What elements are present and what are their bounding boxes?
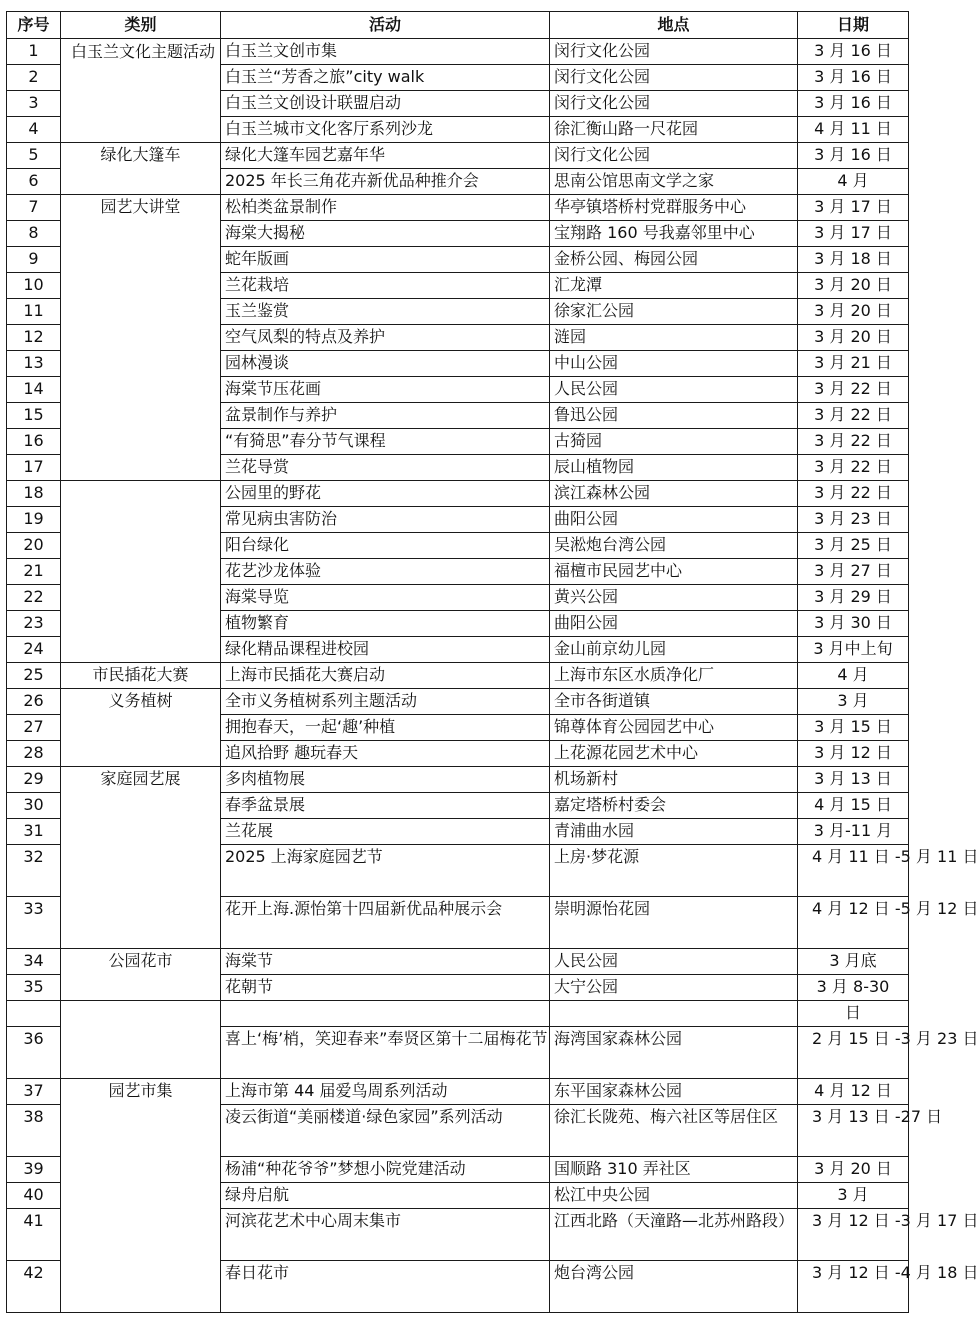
location-cell: 福檀市民园艺中心 (550, 559, 798, 585)
activity-cell: 拥抱春天，一起‘趣’种植 (221, 715, 550, 741)
date-cell: 3 月 20 日 (798, 299, 909, 325)
date-cell: 3 月 16 日 (798, 65, 909, 91)
activity-cell: 蛇年版画 (221, 247, 550, 273)
date-cell: 3 月 13 日 -27 日 (798, 1105, 909, 1157)
row-number: 2 (7, 65, 61, 91)
activity-cell: 绿化精品课程进校园 (221, 637, 550, 663)
activity-cell: 绿化大篷车园艺嘉年华 (221, 143, 550, 169)
location-cell: 金桥公园、梅园公园 (550, 247, 798, 273)
row-number: 33 (7, 897, 61, 949)
activity-cell: “有猗思”春分节气课程 (221, 429, 550, 455)
date-cell: 3 月 20 日 (798, 325, 909, 351)
row-number: 31 (7, 819, 61, 845)
location-cell (550, 1001, 798, 1027)
location-cell: 宝翔路 160 号我嘉邻里中心 (550, 221, 798, 247)
location-cell: 涟园 (550, 325, 798, 351)
category-cell: 园艺市集 (61, 1079, 221, 1313)
row-number: 24 (7, 637, 61, 663)
activity-cell: 白玉兰文创设计联盟启动 (221, 91, 550, 117)
date-cell: 3 月 (798, 689, 909, 715)
activity-cell: 海棠大揭秘 (221, 221, 550, 247)
date-cell: 3 月 20 日 (798, 1157, 909, 1183)
date-cell: 3 月 18 日 (798, 247, 909, 273)
date-cell: 4 月 12 日 (798, 1079, 909, 1105)
row-number: 42 (7, 1261, 61, 1313)
location-cell: 闵行文化公园 (550, 91, 798, 117)
location-cell: 黄兴公园 (550, 585, 798, 611)
location-cell: 闵行文化公园 (550, 39, 798, 65)
date-cell: 3 月 17 日 (798, 195, 909, 221)
header-category: 类别 (61, 12, 221, 39)
activity-cell: 玉兰鉴赏 (221, 299, 550, 325)
row-number: 12 (7, 325, 61, 351)
location-cell: 人民公园 (550, 377, 798, 403)
date-cell: 3 月中上旬 (798, 637, 909, 663)
date-cell: 4 月 (798, 169, 909, 195)
category-cell-empty (61, 481, 221, 663)
date-cell: 3 月 27 日 (798, 559, 909, 585)
date-cell: 3 月 16 日 (798, 39, 909, 65)
location-cell: 东平国家森林公园 (550, 1079, 798, 1105)
activity-cell: 绿舟启航 (221, 1183, 550, 1209)
row-number: 41 (7, 1209, 61, 1261)
date-cell: 3 月 17 日 (798, 221, 909, 247)
row-number: 1 (7, 39, 61, 65)
activity-cell: 海棠节 (221, 949, 550, 975)
location-cell: 嘉定塔桥村委会 (550, 793, 798, 819)
date-cell: 日 (798, 1001, 909, 1027)
activity-cell: 海棠节压花画 (221, 377, 550, 403)
location-cell: 国顺路 310 弄社区 (550, 1157, 798, 1183)
date-cell: 3 月 12 日 -4 月 18 日 (798, 1261, 909, 1313)
location-cell: 上房·梦花源 (550, 845, 798, 897)
date-cell: 4 月 12 日 -5 月 12 日 (798, 897, 909, 949)
row-number: 32 (7, 845, 61, 897)
activity-cell: 花艺沙龙体验 (221, 559, 550, 585)
location-cell: 崇明源怡花园 (550, 897, 798, 949)
row-number: 29 (7, 767, 61, 793)
activity-cell: 2025 年长三角花卉新优品种推介会 (221, 169, 550, 195)
row-number: 7 (7, 195, 61, 221)
category-cell: 公园花市 (61, 949, 221, 1001)
location-cell: 大宁公园 (550, 975, 798, 1001)
location-cell: 徐汇长陇苑、梅六社区等居住区 (550, 1105, 798, 1157)
table-row (7, 767, 909, 793)
location-cell: 青浦曲水园 (550, 819, 798, 845)
header-activity: 活动 (221, 12, 550, 39)
location-cell: 金山前京幼儿园 (550, 637, 798, 663)
location-cell: 上海市东区水质净化厂 (550, 663, 798, 689)
activity-cell: 春季盆景展 (221, 793, 550, 819)
activity-cell: 兰花展 (221, 819, 550, 845)
activity-cell (221, 1001, 550, 1027)
category-cell: 家庭园艺展 (61, 767, 221, 949)
row-number: 9 (7, 247, 61, 273)
location-cell: 炮台湾公园 (550, 1261, 798, 1313)
header-no: 序号 (7, 12, 61, 39)
row-number: 37 (7, 1079, 61, 1105)
date-cell: 3 月-11 月 (798, 819, 909, 845)
date-cell: 3 月 (798, 1183, 909, 1209)
activity-cell: 盆景制作与养护 (221, 403, 550, 429)
location-cell: 闵行文化公园 (550, 143, 798, 169)
activity-cell: 花朝节 (221, 975, 550, 1001)
date-cell: 3 月 22 日 (798, 377, 909, 403)
activity-cell: 春日花市 (221, 1261, 550, 1313)
activity-cell: 空气凤梨的特点及养护 (221, 325, 550, 351)
date-cell: 3 月 16 日 (798, 91, 909, 117)
date-cell: 4 月 (798, 663, 909, 689)
date-cell: 3 月 21 日 (798, 351, 909, 377)
date-cell: 3 月 15 日 (798, 715, 909, 741)
category-cell: 市民插花大赛 (61, 663, 221, 689)
row-number: 3 (7, 91, 61, 117)
date-cell: 3 月 22 日 (798, 455, 909, 481)
location-cell: 古猗园 (550, 429, 798, 455)
row-number: 13 (7, 351, 61, 377)
date-cell: 3 月 13 日 (798, 767, 909, 793)
activity-cell: 2025 上海家庭园艺节 (221, 845, 550, 897)
location-cell: 上花源花园艺术中心 (550, 741, 798, 767)
row-number: 35 (7, 975, 61, 1001)
row-number: 19 (7, 507, 61, 533)
row-number: 15 (7, 403, 61, 429)
table-row (7, 689, 909, 715)
date-cell: 3 月 8-30 (798, 975, 909, 1001)
date-cell: 3 月 22 日 (798, 403, 909, 429)
row-number: 16 (7, 429, 61, 455)
activity-cell: 全市义务植树系列主题活动 (221, 689, 550, 715)
header-row (7, 12, 909, 39)
date-cell: 3 月 22 日 (798, 429, 909, 455)
date-cell: 3 月 29 日 (798, 585, 909, 611)
row-number: 21 (7, 559, 61, 585)
header-date: 日期 (798, 12, 909, 39)
table-row (7, 481, 909, 507)
row-number: 6 (7, 169, 61, 195)
row-number: 40 (7, 1183, 61, 1209)
activity-cell: 园林漫谈 (221, 351, 550, 377)
table-row (7, 143, 909, 169)
activity-cell: 海棠导览 (221, 585, 550, 611)
activity-cell: 上海市第 44 届爱鸟周系列活动 (221, 1079, 550, 1105)
activity-cell: 追风拾野 趣玩春天 (221, 741, 550, 767)
location-cell: 中山公园 (550, 351, 798, 377)
activity-cell: 阳台绿化 (221, 533, 550, 559)
date-cell: 4 月 11 日 (798, 117, 909, 143)
location-cell: 徐汇衡山路一尺花园 (550, 117, 798, 143)
location-cell: 汇龙潭 (550, 273, 798, 299)
row-number: 18 (7, 481, 61, 507)
activity-cell: 多肉植物展 (221, 767, 550, 793)
activity-cell: 喜上‘梅’梢，笑迎春来”奉贤区第十二届梅花节 (221, 1027, 550, 1079)
row-number (7, 1001, 61, 1027)
category-cell: 义务植树 (61, 689, 221, 767)
activity-cell: 河滨花艺术中心周末集市 (221, 1209, 550, 1261)
location-cell: 松江中央公园 (550, 1183, 798, 1209)
table-row (7, 663, 909, 689)
location-cell: 辰山植物园 (550, 455, 798, 481)
activity-cell: 白玉兰“芳香之旅”city walk (221, 65, 550, 91)
activity-cell: 上海市民插花大赛启动 (221, 663, 550, 689)
row-number: 34 (7, 949, 61, 975)
date-cell: 3 月 30 日 (798, 611, 909, 637)
location-cell: 江西北路（天潼路—北苏州路段） (550, 1209, 798, 1261)
date-cell: 3 月 23 日 (798, 507, 909, 533)
location-cell: 鲁迅公园 (550, 403, 798, 429)
category-cell: 园艺大讲堂 (61, 195, 221, 481)
row-number: 14 (7, 377, 61, 403)
table-row (7, 1001, 909, 1027)
row-number: 39 (7, 1157, 61, 1183)
row-number: 30 (7, 793, 61, 819)
category-cell: 白玉兰文化主题活动 (61, 39, 221, 143)
date-cell: 2 月 15 日 -3 月 23 日 (798, 1027, 909, 1079)
date-cell: 4 月 11 日 -5 月 11 日 (798, 845, 909, 897)
location-cell: 曲阳公园 (550, 611, 798, 637)
row-number: 8 (7, 221, 61, 247)
row-number: 22 (7, 585, 61, 611)
date-cell: 3 月 12 日 (798, 741, 909, 767)
location-cell: 滨江森林公园 (550, 481, 798, 507)
location-cell: 徐家汇公园 (550, 299, 798, 325)
location-cell: 华亭镇塔桥村党群服务中心 (550, 195, 798, 221)
date-cell: 3 月 20 日 (798, 273, 909, 299)
date-cell: 3 月 22 日 (798, 481, 909, 507)
row-number: 11 (7, 299, 61, 325)
activity-cell: 松柏类盆景制作 (221, 195, 550, 221)
activity-cell: 凌云街道“美丽楼道·绿色家园”系列活动 (221, 1105, 550, 1157)
category-cell: 绿化大篷车 (61, 143, 221, 195)
activity-cell: 植物繁育 (221, 611, 550, 637)
row-number: 38 (7, 1105, 61, 1157)
location-cell: 人民公园 (550, 949, 798, 975)
row-number: 36 (7, 1027, 61, 1079)
date-cell: 3 月 12 日 -3 月 17 日 (798, 1209, 909, 1261)
date-cell: 3 月底 (798, 949, 909, 975)
location-cell: 思南公馆思南文学之家 (550, 169, 798, 195)
category-cell-empty (61, 1001, 221, 1079)
location-cell: 海湾国家森林公园 (550, 1027, 798, 1079)
location-cell: 闵行文化公园 (550, 65, 798, 91)
date-cell: 3 月 25 日 (798, 533, 909, 559)
row-number: 23 (7, 611, 61, 637)
location-cell: 曲阳公园 (550, 507, 798, 533)
row-number: 20 (7, 533, 61, 559)
location-cell: 机场新村 (550, 767, 798, 793)
activity-cell: 兰花栽培 (221, 273, 550, 299)
table-row (7, 949, 909, 975)
activity-cell: 杨浦“种花爷爷”梦想小院党建活动 (221, 1157, 550, 1183)
table-row (7, 39, 909, 65)
row-number: 10 (7, 273, 61, 299)
header-location: 地点 (550, 12, 798, 39)
row-number: 25 (7, 663, 61, 689)
location-cell: 吴淞炮台湾公园 (550, 533, 798, 559)
table-row (7, 1079, 909, 1105)
table-row (7, 195, 909, 221)
activity-cell: 白玉兰文创市集 (221, 39, 550, 65)
row-number: 4 (7, 117, 61, 143)
activity-cell: 常见病虫害防治 (221, 507, 550, 533)
location-cell: 锦尊体育公园园艺中心 (550, 715, 798, 741)
activity-cell: 白玉兰城市文化客厅系列沙龙 (221, 117, 550, 143)
row-number: 5 (7, 143, 61, 169)
row-number: 17 (7, 455, 61, 481)
location-cell: 全市各街道镇 (550, 689, 798, 715)
activity-cell: 兰花导赏 (221, 455, 550, 481)
activity-cell: 公园里的野花 (221, 481, 550, 507)
date-cell: 4 月 15 日 (798, 793, 909, 819)
row-number: 27 (7, 715, 61, 741)
date-cell: 3 月 16 日 (798, 143, 909, 169)
activity-cell: 花开上海.源怡第十四届新优品种展示会 (221, 897, 550, 949)
activity-schedule-table (6, 11, 978, 1313)
row-number: 26 (7, 689, 61, 715)
row-number: 28 (7, 741, 61, 767)
